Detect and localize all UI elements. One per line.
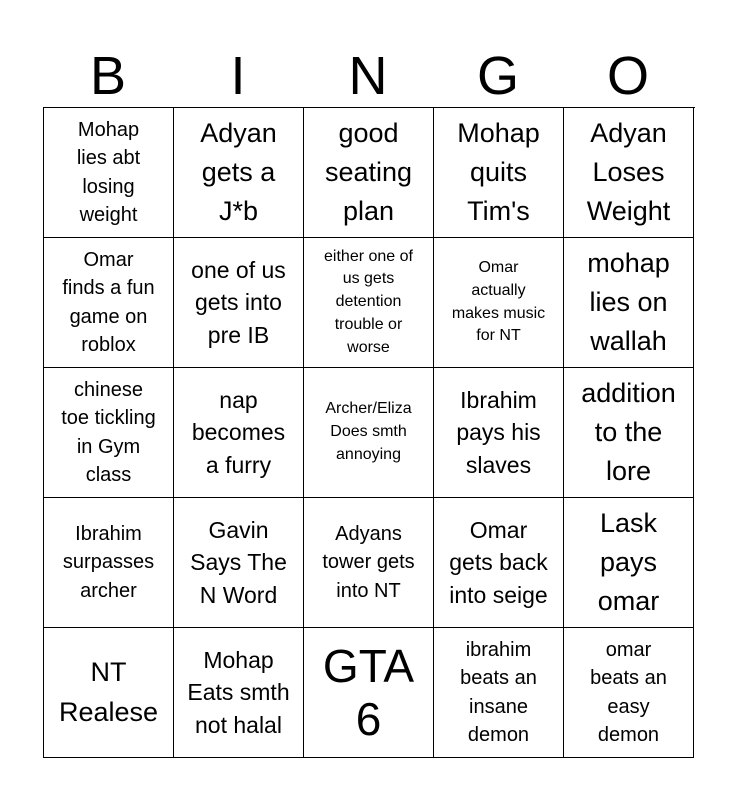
bingo-cell[interactable] — [304, 368, 434, 498]
bingo-cell[interactable] — [174, 108, 304, 238]
header-letter-i: I — [230, 46, 246, 106]
bingo-cell[interactable] — [434, 368, 564, 498]
cell-text: Mohap Eats smth not halal — [187, 647, 290, 738]
bingo-cell[interactable] — [174, 238, 304, 368]
bingo-cell[interactable] — [304, 238, 434, 368]
cell-text: Adyan gets a J*b — [200, 117, 277, 227]
bingo-cell[interactable] — [44, 368, 174, 498]
cell-text: chinese toe tickling in Gym class — [61, 378, 156, 486]
bingo-cell[interactable] — [564, 108, 694, 238]
bingo-cell[interactable] — [564, 498, 694, 628]
cell-text: Omar gets back into seige — [449, 517, 548, 608]
cell-text: nap becomes a furry — [191, 387, 286, 478]
header-letter-o: O — [606, 46, 649, 106]
bingo-cell[interactable] — [174, 498, 304, 628]
bingo-header — [43, 44, 693, 108]
bingo-cell[interactable] — [44, 628, 174, 758]
cell-text: GTA 6 — [322, 639, 415, 745]
cell-text: Mohap lies abt losing weight — [76, 118, 141, 226]
bingo-cell[interactable] — [44, 238, 174, 368]
cell-text: omar beats an easy demon — [590, 638, 667, 746]
header-letter-n: N — [348, 46, 388, 106]
cell-text: Omar actually makes music for NT — [451, 259, 546, 345]
bingo-cell[interactable] — [174, 368, 304, 498]
cell-text: Omar finds a fun game on roblox — [62, 248, 155, 356]
cell-text: one of us gets into pre IB — [191, 257, 286, 348]
cell-text: addition to the lore — [581, 377, 676, 487]
header-letter-b: B — [89, 46, 127, 106]
cell-text: ibrahim beats an insane demon — [460, 638, 537, 746]
cell-text: Gavin Says The N Word — [190, 517, 287, 608]
bingo-cell[interactable] — [174, 628, 304, 758]
bingo-cell-free[interactable] — [304, 628, 434, 758]
bingo-board — [43, 107, 695, 758]
bingo-cell[interactable] — [44, 108, 174, 238]
cell-text: good seating plan — [324, 117, 413, 227]
bingo-cell[interactable] — [304, 498, 434, 628]
bingo-cell[interactable] — [434, 628, 564, 758]
bingo-cell[interactable] — [434, 238, 564, 368]
bingo-cell[interactable] — [564, 628, 694, 758]
cell-text: Lask pays omar — [597, 507, 660, 617]
cell-text: mohap lies on wallah — [587, 247, 670, 357]
cell-text: Adyans tower gets into NT — [322, 522, 415, 602]
cell-text: Ibrahim surpasses archer — [62, 522, 155, 602]
bingo-cell[interactable] — [434, 498, 564, 628]
bingo-cell[interactable] — [564, 368, 694, 498]
header-letter-g: G — [476, 46, 519, 106]
bingo-cell[interactable] — [44, 498, 174, 628]
cell-text: Ibrahim pays his slaves — [456, 387, 541, 478]
bingo-cell[interactable] — [434, 108, 564, 238]
cell-text: Archer/Eliza Does smth annoying — [325, 400, 412, 463]
bingo-cell[interactable] — [564, 238, 694, 368]
cell-text: Mohap quits Tim's — [457, 117, 540, 227]
cell-text: either one of us gets detention trouble or worse — [324, 247, 413, 356]
cell-text: NT Realese — [58, 657, 159, 727]
bingo-cell[interactable] — [304, 108, 434, 238]
cell-text: Adyan Loses Weight — [586, 117, 671, 227]
